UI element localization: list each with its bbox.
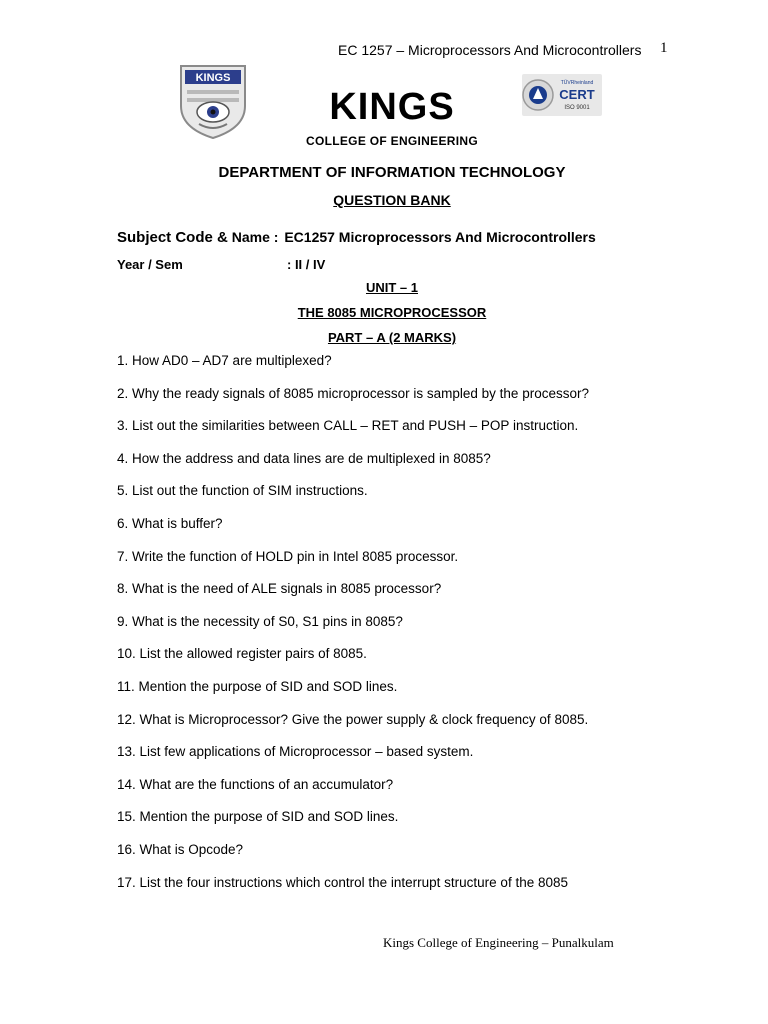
- subject-label-lead: Subject Code &: [117, 229, 228, 246]
- question-list: [117, 353, 589, 907]
- cert-text: CERT: [559, 87, 595, 102]
- question-item: 12. What is Microprocessor? Give the power supply & clock frequency of 8085.: [117, 711, 589, 727]
- unit-title: THE 8085 MICROPROCESSOR: [297, 305, 487, 320]
- question-item: 14. What are the functions of an accumulator?: [117, 776, 394, 792]
- subject-label-rest: Name :: [231, 229, 279, 245]
- question-item: 9. What is the necessity of S0, S1 pins in 8085?: [117, 613, 403, 629]
- year-sem-label: Year / Sem: [117, 257, 183, 272]
- crest-text: KINGS: [195, 72, 231, 84]
- unit-number: UNIT – 1: [365, 280, 418, 295]
- question-item: 13. List few applications of Microprocessor – based system.: [117, 744, 474, 760]
- page-number: 1: [660, 40, 668, 56]
- department-title: DEPARTMENT OF INFORMATION TECHNOLOGY: [218, 164, 566, 181]
- question-item: 7. Write the function of HOLD pin in Intel 8085 processor.: [117, 548, 459, 564]
- cert-top-text: TÜVRheinland: [560, 80, 594, 86]
- question-item: 6. What is buffer?: [117, 515, 223, 531]
- running-header-title: EC 1257 – Microprocessors And Microcontrollers: [338, 42, 642, 58]
- brand-subtitle: COLLEGE OF ENGINEERING: [306, 134, 478, 148]
- question-item: 15. Mention the purpose of SID and SOD lines.: [117, 809, 399, 825]
- cert-sub-text: ISO 9001: [564, 105, 590, 111]
- subject-row: [117, 229, 596, 246]
- year-sem-row: [117, 257, 326, 272]
- year-sem-value: : II / IV: [287, 257, 326, 272]
- question-item: 2. Why the ready signals of 8085 microprocessor is sampled by the processor?: [117, 385, 589, 401]
- page-footer: Kings College of Engineering – Punalkulam: [383, 935, 614, 950]
- question-item: 5. List out the function of SIM instructions.: [117, 483, 368, 499]
- question-item: 11. Mention the purpose of SID and SOD lines.: [117, 678, 398, 694]
- document-type: QUESTION BANK: [333, 192, 451, 208]
- question-item: 16. What is Opcode?: [117, 841, 244, 857]
- part-heading: PART – A (2 MARKS): [327, 330, 457, 345]
- question-item: 10. List the allowed register pairs of 8085.: [117, 646, 367, 662]
- question-item: 4. How the address and data lines are de multiplexed in 8085?: [117, 450, 491, 466]
- brand-name: KINGS: [329, 86, 455, 128]
- question-item: 1. How AD0 – AD7 are multiplexed?: [117, 353, 332, 368]
- subject-value: EC1257 Microprocessors And Microcontrollers: [284, 229, 596, 245]
- question-item: 3. List out the similarities between CALL – RET and PUSH – POP instruction.: [117, 418, 579, 434]
- question-item: 17. List the four instructions which control the interrupt structure of the 8085: [117, 874, 568, 890]
- question-item: 8. What is the need of ALE signals in 8085 processor?: [117, 581, 442, 597]
